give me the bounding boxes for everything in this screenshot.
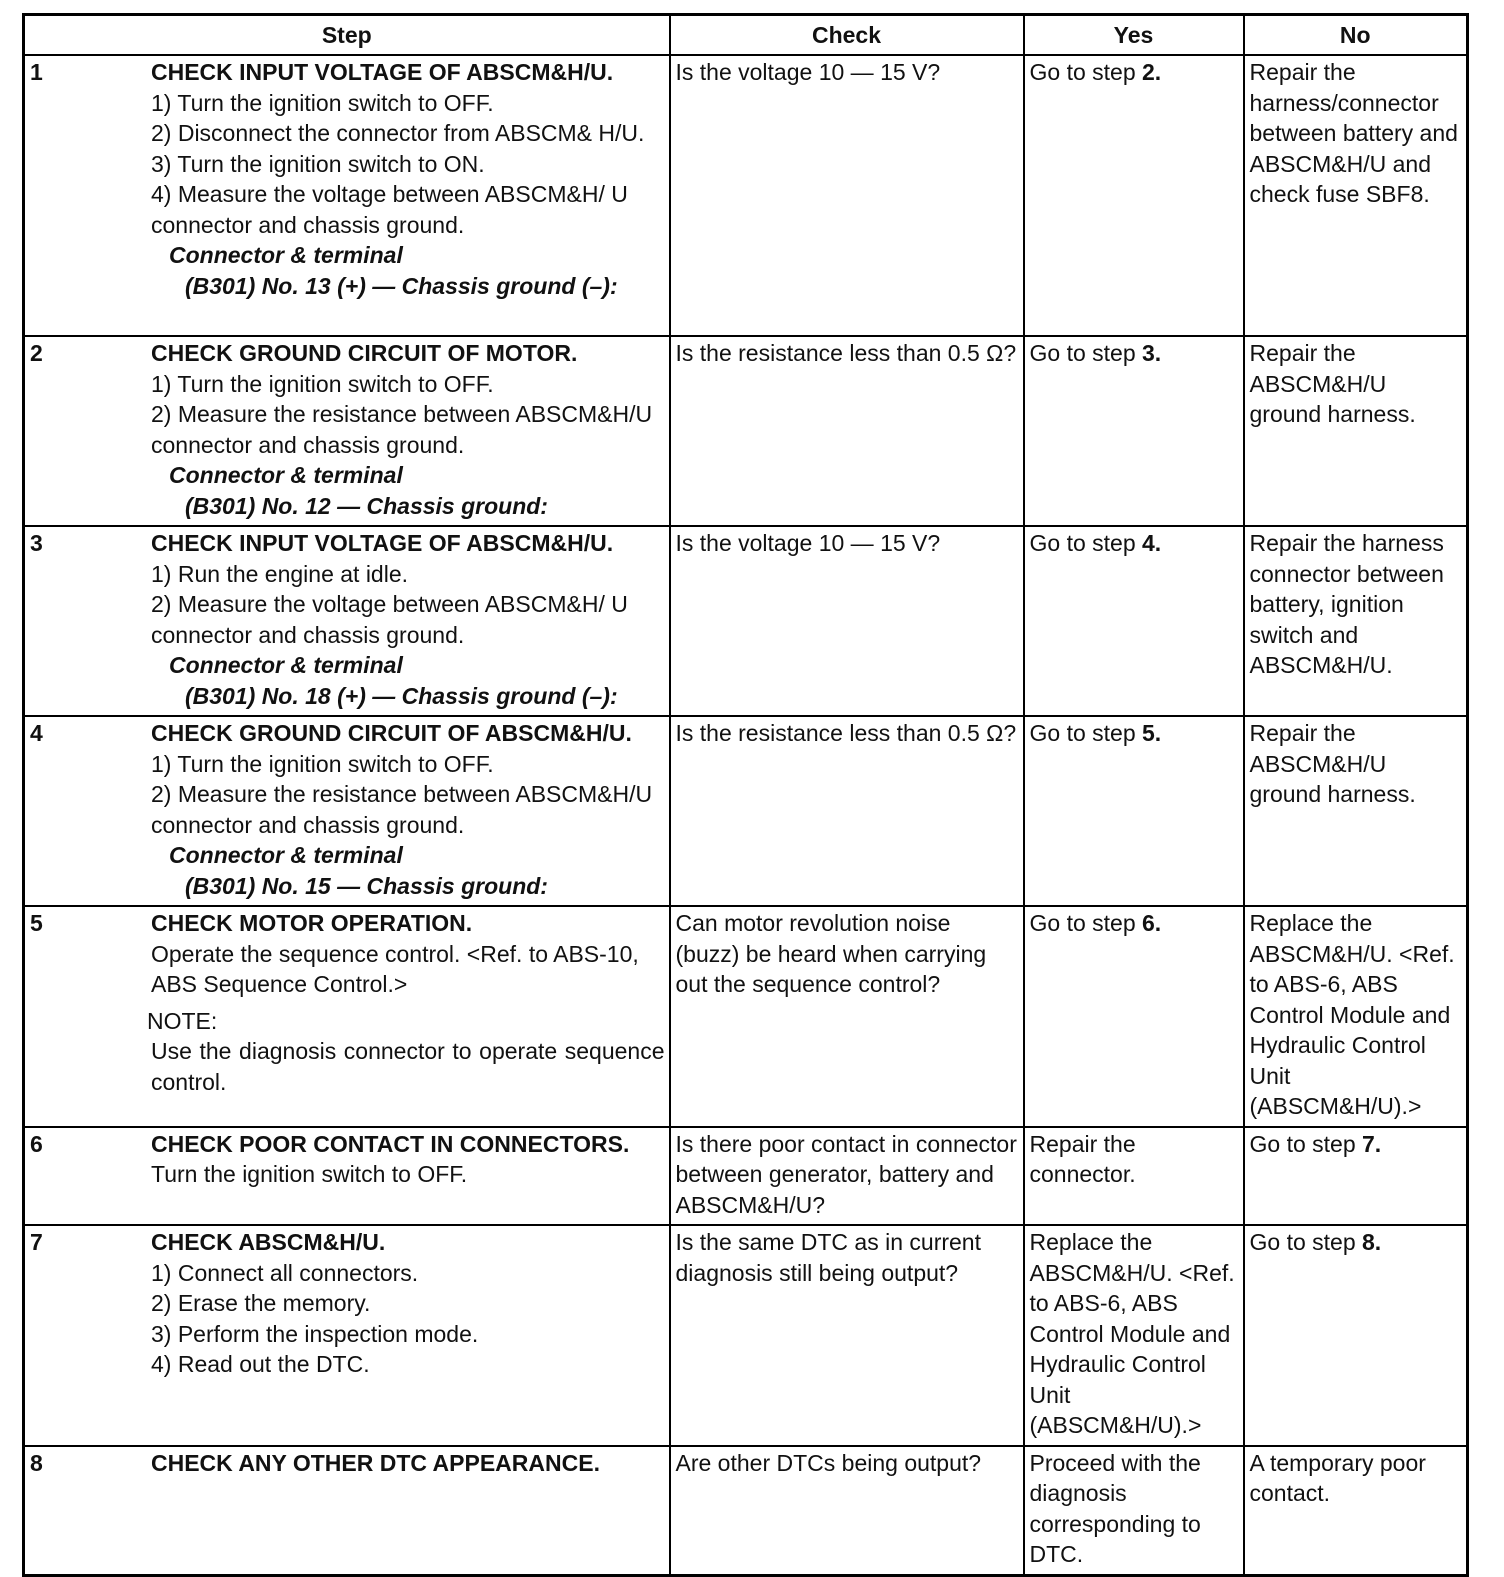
no-step-ref: 8.	[1362, 1229, 1382, 1255]
header-step: Step	[24, 15, 670, 56]
no-step-ref: 7.	[1362, 1130, 1382, 1157]
check-cell: Is the voltage 10 — 15 V?	[670, 526, 1024, 716]
step-title: CHECK ANY OTHER DTC APPEARANCE.	[151, 1449, 600, 1476]
step-row-4	[24, 716, 1468, 906]
step-instruction: 2) Measure the resistance between ABSCM&H/U connector and chassis ground.	[151, 781, 653, 838]
yes-cell: Repair the connector.	[1024, 1127, 1244, 1226]
step-cell	[24, 1446, 670, 1576]
connector-terminal-label: Connector & terminal	[169, 652, 403, 678]
note-text: Use the diagnosis connector to operate sequence control.	[151, 1038, 665, 1095]
yes-cell	[1024, 336, 1244, 526]
yes-step-ref: 4.	[1142, 530, 1162, 556]
no-cell	[1244, 1225, 1468, 1446]
yes-prefix: Go to step	[1029, 340, 1143, 366]
step-cell	[24, 906, 670, 1127]
no-prefix: Go to step	[1249, 1229, 1363, 1255]
diagnostic-procedure-table	[22, 13, 1469, 1577]
yes-step-ref: 6.	[1142, 910, 1162, 936]
step-title: CHECK MOTOR OPERATION.	[151, 910, 473, 936]
step-number: 6	[30, 1130, 43, 1157]
step-instruction: 1) Connect all connectors.	[151, 1259, 419, 1286]
step-number: 7	[30, 1229, 43, 1255]
header-check: Check	[670, 15, 1024, 56]
no-cell: Repair the ABSCM&H/U ground harness.	[1244, 716, 1468, 906]
no-cell: Repair the harness/connector between battery and ABSCM&H/U and check fuse SBF8.	[1244, 55, 1468, 336]
note-heading: NOTE:	[147, 1007, 218, 1034]
header-yes: Yes	[1024, 15, 1244, 56]
step-cell	[24, 1225, 670, 1446]
step-row-7	[24, 1225, 1468, 1446]
connector-terminal-value: (B301) No. 12 — Chassis ground:	[185, 492, 548, 519]
step-instruction: 2) Disconnect the connector from ABSCM& H/U.	[151, 120, 645, 146]
yes-cell	[1024, 906, 1244, 1127]
step-instruction: 2) Measure the resistance between ABSCM&H/U connector and chassis ground.	[151, 401, 653, 458]
no-cell: Repair the ABSCM&H/U ground harness.	[1244, 336, 1468, 526]
step-instruction: 2) Erase the memory.	[151, 1290, 371, 1316]
no-cell: Repair the harness connector between battery, ignition switch and ABSCM&H/U.	[1244, 526, 1468, 716]
step-cell	[24, 55, 670, 336]
header-row	[24, 15, 1468, 56]
step-number: 3	[30, 530, 43, 556]
step-row-3	[24, 526, 1468, 716]
yes-prefix: Go to step	[1029, 910, 1143, 936]
yes-prefix: Go to step	[1029, 720, 1143, 746]
check-cell: Can motor revolution noise (buzz) be heard when carrying out the sequence control?	[670, 906, 1024, 1127]
step-row-2	[24, 336, 1468, 526]
step-instruction: Turn the ignition switch to OFF.	[151, 1161, 468, 1187]
yes-step-ref: 2.	[1142, 59, 1162, 85]
step-number: 5	[30, 910, 43, 936]
step-title: CHECK INPUT VOLTAGE OF ABSCM&H/U.	[151, 59, 614, 85]
yes-step-ref: 3.	[1142, 340, 1162, 366]
step-instruction: 1) Run the engine at idle.	[151, 560, 409, 587]
step-instruction: Operate the sequence control. <Ref. to ABS-10, ABS Sequence Control.>	[151, 940, 639, 997]
step-instruction: 4) Measure the voltage between ABSCM&H/ U connector and chassis ground.	[151, 181, 628, 238]
step-title: CHECK INPUT VOLTAGE OF ABSCM&H/U.	[151, 530, 614, 556]
connector-terminal-label: Connector & terminal	[169, 842, 403, 868]
step-cell	[24, 526, 670, 716]
yes-cell: Proceed with the diagnosis corresponding to DTC.	[1024, 1446, 1244, 1576]
yes-step-ref: 5.	[1142, 720, 1162, 746]
header-no: No	[1244, 15, 1468, 56]
step-title: CHECK GROUND CIRCUIT OF ABSCM&H/U.	[151, 720, 632, 746]
step-instruction: 1) Turn the ignition switch to OFF.	[151, 370, 494, 397]
step-row-5	[24, 906, 1468, 1127]
check-cell: Is the voltage 10 — 15 V?	[670, 55, 1024, 336]
step-row-1	[24, 55, 1468, 336]
connector-terminal-value: (B301) No. 18 (+) — Chassis ground (–):	[185, 682, 618, 709]
connector-terminal-value: (B301) No. 15 — Chassis ground:	[185, 872, 548, 899]
connector-terminal-value: (B301) No. 13 (+) — Chassis ground (–):	[185, 272, 618, 299]
connector-terminal-label: Connector & terminal	[169, 242, 403, 268]
step-cell	[24, 716, 670, 906]
step-instruction: 3) Turn the ignition switch to ON.	[151, 150, 485, 177]
step-title: CHECK ABSCM&H/U.	[151, 1229, 386, 1255]
step-cell	[24, 336, 670, 526]
step-row-6	[24, 1127, 1468, 1226]
connector-terminal-label: Connector & terminal	[169, 462, 403, 488]
yes-cell	[1024, 716, 1244, 906]
step-number: 4	[30, 720, 43, 746]
yes-prefix: Go to step	[1029, 59, 1143, 85]
yes-cell	[1024, 526, 1244, 716]
check-cell: Is the same DTC as in current diagnosis still being output?	[670, 1225, 1024, 1446]
step-instruction: 1) Turn the ignition switch to OFF.	[151, 750, 494, 777]
no-prefix: Go to step	[1249, 1130, 1363, 1157]
step-number: 2	[30, 340, 43, 366]
no-cell: A temporary poor contact.	[1244, 1446, 1468, 1576]
step-title: CHECK POOR CONTACT IN CONNECTORS.	[151, 1130, 630, 1157]
step-instruction: 3) Perform the inspection mode.	[151, 1320, 479, 1347]
step-instruction: 4) Read out the DTC.	[151, 1351, 370, 1377]
step-cell	[24, 1127, 670, 1226]
yes-cell	[1024, 55, 1244, 336]
yes-cell: Replace the ABSCM&H/U. <Ref. to ABS-6, ABS Control Module and Hydraulic Control Unit (ABSCM&H/U).>	[1024, 1225, 1244, 1446]
step-row-8	[24, 1446, 1468, 1576]
check-cell: Are other DTCs being output?	[670, 1446, 1024, 1576]
yes-prefix: Go to step	[1029, 530, 1143, 556]
step-title: CHECK GROUND CIRCUIT OF MOTOR.	[151, 340, 578, 366]
no-cell: Replace the ABSCM&H/U. <Ref. to ABS-6, ABS Control Module and Hydraulic Control Unit (ABSCM&H/U).>	[1244, 906, 1468, 1127]
no-cell	[1244, 1127, 1468, 1226]
step-number: 1	[30, 59, 43, 85]
check-cell: Is the resistance less than 0.5 Ω?	[670, 336, 1024, 526]
check-cell: Is the resistance less than 0.5 Ω?	[670, 716, 1024, 906]
step-number: 8	[30, 1449, 43, 1476]
step-instruction: 2) Measure the voltage between ABSCM&H/ U connector and chassis ground.	[151, 591, 628, 648]
step-instruction: 1) Turn the ignition switch to OFF.	[151, 89, 494, 116]
check-cell: Is there poor contact in connector between generator, battery and ABSCM&H/U?	[670, 1127, 1024, 1226]
